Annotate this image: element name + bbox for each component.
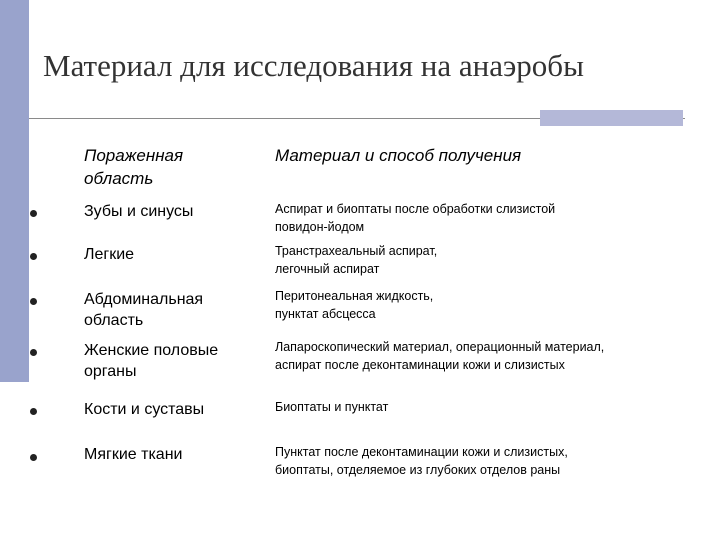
bullet-icon [30, 210, 37, 217]
row-material: Биоптаты и пунктат [275, 400, 389, 414]
bullet-icon [30, 454, 37, 461]
row-material: Пунктат после деконтаминации кожи и слизистых, биоптаты, отделяемое из глубоких отделов раны [275, 445, 568, 477]
header-material: Материал и способ получения [275, 146, 522, 165]
bullet-icon [30, 253, 37, 260]
row-material: Лапароскопический материал, операционный материал, аспират после деконтаминации кожи и слизистых [275, 340, 605, 372]
row-area: Мягкие ткани [84, 446, 183, 463]
row-area: Легкие [84, 246, 135, 263]
row-area: Абдоминальная область [84, 291, 204, 329]
row-material: Транстрахеальный аспират, легочный аспират [275, 244, 438, 276]
row-area: Женские половые органы [84, 342, 219, 380]
header-area: Пораженная область [84, 146, 184, 188]
slide-title: Материал для исследования на анаэробы [43, 48, 584, 83]
bullet-icon [30, 408, 37, 415]
row-material: Перитонеальная жидкость, пунктат абсцесса [275, 289, 434, 321]
bullet-icon [30, 298, 37, 305]
left-accent-bar [0, 0, 29, 382]
row-material: Аспират и биоптаты после обработки слизистой повидон-йодом [275, 202, 556, 234]
bullet-icon [30, 349, 37, 356]
row-area: Зубы и синусы [84, 203, 194, 220]
divider-accent-box [540, 110, 683, 126]
row-area: Кости и суставы [84, 401, 205, 418]
